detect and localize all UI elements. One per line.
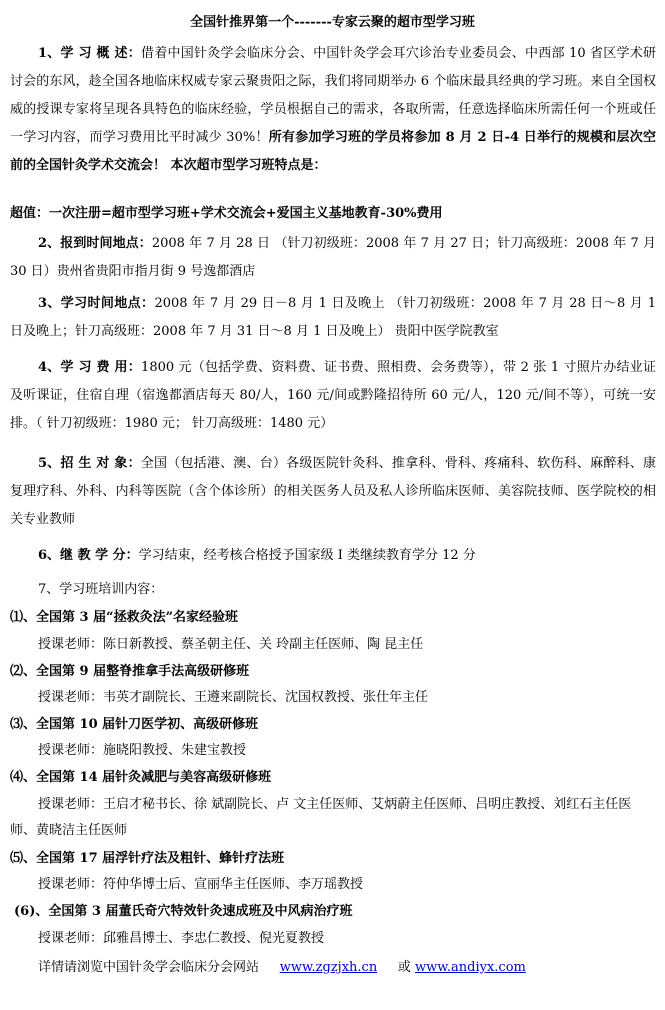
- registration-text: 2008 年 7 月 28 日 （针刀初级班：2008 年 7 月 27 日；针刀高级班：2008 年 7 月 30 日）贵州省贵阳市指月街 9 号逸都酒店: [10, 236, 656, 279]
- course-title: (6)、全国第 3 届董氏奇穴特效针灸速成班及中风病治疗班: [14, 904, 353, 919]
- overview-text: 借着中国针灸学会临床分会、中国针灸学会耳穴诊治专业委员会、中西部 10 省区学术研讨会的东风，趁全国各地临床权威专家云聚贵阳之际，我们将同期举办 6 个临床最具经典的学习班。来自全国权威的授课专家将呈现各具特色的临床经验，学员根据自己的需求，各取所需，任意选择临床所需任何一个班或任一学习内容，而学习费用比平时减少 30%！: [10, 46, 657, 145]
- footer-prefix: 详情请浏览中国针灸学会临床分会网站: [38, 960, 260, 975]
- course-teachers: 授课老师：王启才秘书长、徐 斌副院长、卢 文主任医师、艾炳蔚主任医师、吕明庄教授、刘红石主任医师、黄晓洁主任医师: [10, 797, 632, 838]
- course-title: ⑷、全国第 14 届针灸减肥与美容高级研修班: [10, 770, 272, 785]
- overview-label: 1、学 习 概 述：: [38, 46, 142, 61]
- section-registration: [10, 230, 656, 286]
- section-audience: [10, 450, 656, 534]
- course-teachers: 授课老师：邱雅昌博士、李忠仁教授、倪光夏教授: [38, 931, 325, 946]
- credits-text: 学习结束，经考核合格授予国家级 I 类继续教育学分 12 分: [138, 548, 476, 563]
- fees-text: 1800 元（包括学费、资料费、证书费、照相费、会务费等），带 2 张 1 寸照片办结业证及听课证，住宿自理（宿逸都酒店每天 80/人，160 元/间或黔隆招待所 60 元/人，120 元/间不等），可统一安排。（ 针刀初级班：1980 元； 针刀高级班：1480 元）: [10, 360, 657, 431]
- footer-line: [38, 958, 526, 978]
- credits-label: 6、继 教 学 分：: [38, 548, 139, 563]
- course-title: ⑸、全国第 17 届浮针疗法及粗针、蜂针疗法班: [10, 851, 285, 866]
- course-teachers: 授课老师：施晓阳教授、朱建宝教授: [38, 743, 247, 758]
- page-title: 全国针推界第一个-------专家云聚的超市型学习班: [190, 15, 475, 30]
- course-teachers: 授课老师：陈日新教授、蔡圣朝主任、关 玲副主任医师、陶 昆主任: [38, 637, 424, 652]
- course-title: ⑴、全国第 3 届“拯救灸法”名家经验班: [10, 610, 239, 625]
- section-credits: [10, 542, 656, 570]
- fees-label: 4、学 习 费 用：: [38, 360, 142, 375]
- course-teachers: 授课老师：韦英才副院长、王遵来副院长、沈国权教授、张仕年主任: [38, 690, 429, 705]
- audience-label: 5、招 生 对 象：: [38, 456, 141, 471]
- course-teachers: 授课老师：符仲华博士后、宣丽华主任医师、李万瑶教授: [38, 877, 364, 892]
- study-time-label: 3、学习时间地点：: [38, 296, 155, 311]
- website-link-zgzjxh[interactable]: www.zgzjxh.cn: [279, 960, 378, 975]
- value-line: 超值：一次注册=超市型学习班+学术交流会+爱国主义基地教育-30%费用: [10, 206, 443, 221]
- overview-bold-text: 所有参加学习班的学员将参加 8 月 2 日-4 日举行的规模和层次空前的全国针灸学术交流会！ 本次超市型学习班特点是：: [10, 130, 656, 173]
- course-title: ⑶、全国第 10 届针刀医学初、高级研修班: [10, 717, 259, 732]
- section-overview: [10, 40, 656, 180]
- footer-or: 或: [397, 960, 411, 975]
- website-link-andiyx[interactable]: www.andiyx.com: [415, 960, 526, 975]
- section-study-time: [10, 290, 656, 346]
- course-title: ⑵、全国第 9 届整脊推拿手法高级研修班: [10, 664, 250, 679]
- audience-text: 全国（包括港、澳、台）各级医院针灸科、推拿科、骨科、疼痛科、软伤科、麻醉科、康复理疗科、外科、内科等医院（含个体诊所）的相关医务人员及私人诊所临床医师、美容院技师、医学院校的相关专业教师: [10, 456, 656, 527]
- section-fees: [10, 354, 656, 438]
- content-label: 7、学习班培训内容：: [38, 582, 164, 597]
- study-time-text: 2008 年 7 月 29 日－8 月 1 日及晚上 （针刀初级班：2008 年 7 月 28 日～8 月 1 日及晚上；针刀高级班：2008 年 7 月 31 日～8 月 1 日及晚上） 贵阳中医学院教室: [10, 296, 656, 339]
- registration-label: 2、报到时间地点：: [38, 236, 152, 251]
